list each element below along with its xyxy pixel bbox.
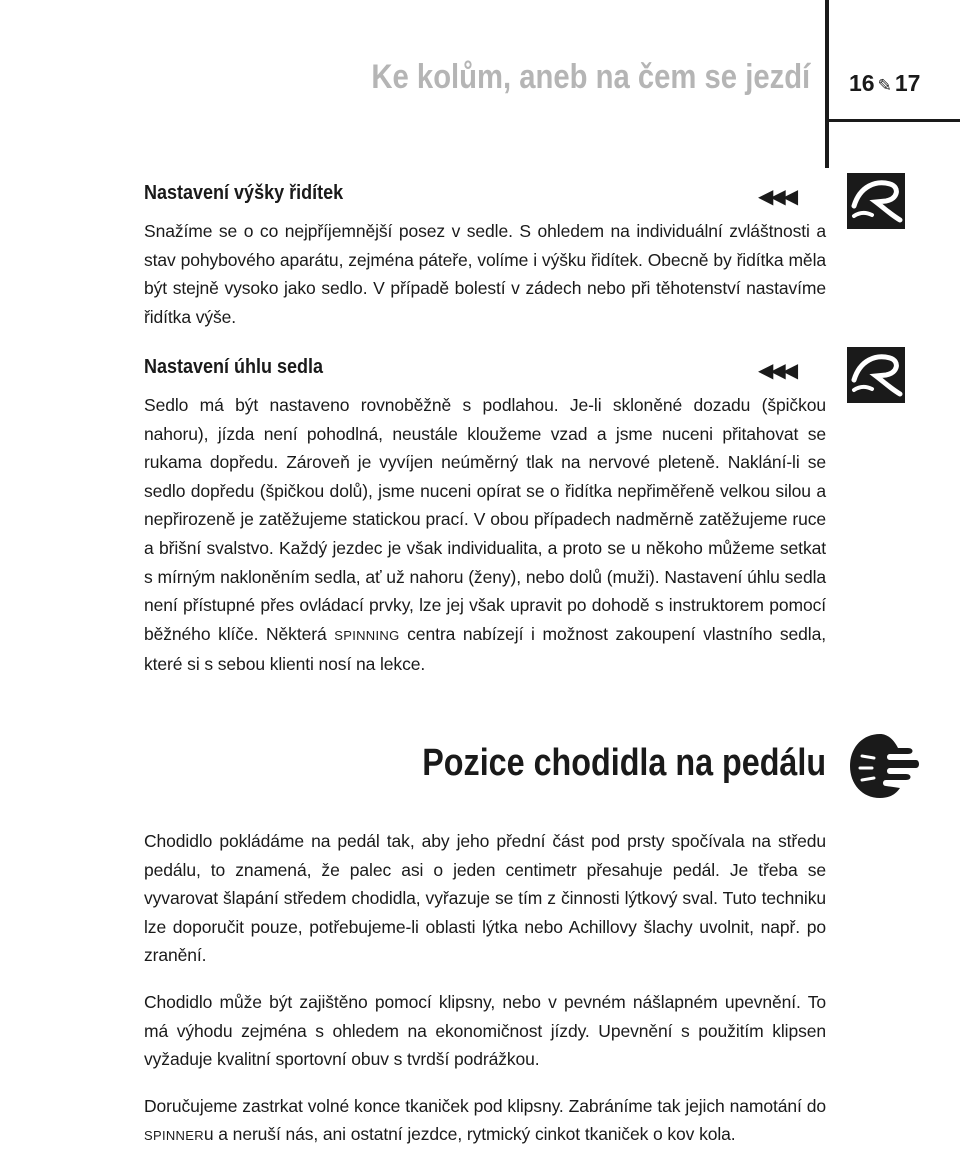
- section1-body: [144, 217, 826, 331]
- header-horizontal-rule: [829, 119, 960, 122]
- brand-smallcaps: SPINNING: [334, 627, 400, 643]
- triple-arrow-icon: ◀◀◀: [758, 186, 796, 208]
- header-vertical-rule: [825, 0, 829, 168]
- page-number-left: 16: [849, 70, 875, 96]
- paragraph: Snažíme se o co nejpříjemnější posez v sedle. S ohledem na individuální zvláštnosti a stav pohybového aparátu, zejména páteře, volíme i výšku řidítek. Obecně by řidítka měla být stejně vysoko jako sedlo. V případě bolestí v zádech nebo při těhotenství nastavíme řidítka výše.: [144, 221, 826, 327]
- section2-body: [144, 391, 826, 679]
- paragraph: Doručujeme zastrkat volné konce tkaniček pod klipsny. Zabráníme tak jejich namotání do SPINNERu a neruší nás, ani ostatní jezdce, rytmický cinkot tkaniček o kov kola.: [144, 1095, 826, 1145]
- paragraph: Chodidlo pokládáme na pedál tak, aby jeho přední část pod prsty spočívala na středu pedálu, to znamená, že palec asi o jeden centimetr přesahuje pedál. Je třeba se vyvarovat šlapání středem chodidla, vyřazuje se tím z činnosti lýtkový sval. Tuto techniku lze doporučit pouze, potřebujeme-li oblasti lýtka nebo Achillovy šlachy uvolnit, např. po zranění.: [144, 831, 826, 966]
- section-heading: Nastavení výšky řidítek: [144, 182, 344, 204]
- section-handlebar-height: [144, 182, 826, 205]
- rider-icon: [846, 172, 906, 230]
- running-title: Ke kolům, aneb na čem se jezdí: [371, 58, 810, 96]
- section3-body: [144, 827, 826, 1151]
- chapter-title: Pozice chodidla na pedálu: [422, 742, 826, 784]
- page-separator-icon: ✎: [877, 76, 892, 95]
- section-saddle-angle: [144, 356, 826, 379]
- page-number-right: 17: [894, 70, 921, 96]
- triple-arrow-icon: ◀◀◀: [758, 360, 796, 382]
- rider-icon: [846, 346, 906, 404]
- hand-pointing-icon: [846, 728, 920, 804]
- section-heading: Nastavení úhlu sedla: [144, 356, 324, 378]
- paragraph: Chodidlo může být zajištěno pomocí klipsny, nebo v pevném nášlapném upevnění. To má výhodu zejména s ohledem na ekonomičnost jízdy. Upevnění s použitím klipsen vyžaduje kvalitní sportovní obuv s tvrdší podrážkou.: [144, 991, 826, 1070]
- paragraph: Sedlo má být nastaveno rovnoběžně s podlahou. Je-li skloněné dozadu (špičkou nahoru), jízda není pohodlná, neustále kloužeme vzad a jsme nuceni přitahovat se rukama dopředu. Zároveň je vyvíjen neúměrný tlak na nervové pleteně. Naklání-li se sedlo dopředu (špičkou dolů), jsme nuceni opírat se o řidítka nepřiměřeně velkou silou a nepřirozeně je zatěžujeme statickou prací. V obou případech nadměrně zatěžujeme ruce a břišní svalstvo. Každý jezdec je však individualita, a proto se u někoho můžeme setkat s mírným nakloněním sedla, ať už nahoru (ženy), nebo dolů (muži). Nastavení úhlu sedla není přístupné přes ovládací prvky, lze jej však upravit po dohodě s instruktorem pomocí běžného klíče. Některá SPINNING centra nabízejí i možnost zakoupení vlastního sedla, které si s sebou klienti nosí na lekce.: [144, 395, 826, 675]
- page-numbers: [849, 70, 920, 97]
- brand-smallcaps: SPINNER: [144, 1128, 204, 1144]
